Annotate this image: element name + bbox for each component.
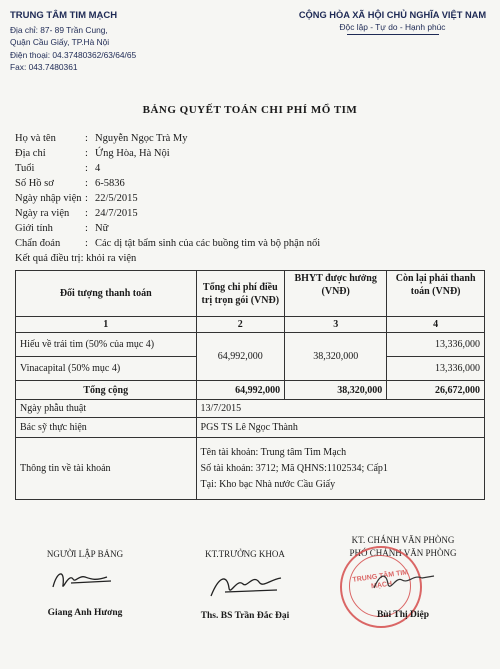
file-label: Số Hồ sơ (15, 178, 54, 189)
org-fax: Fax: 043.7480361 (10, 62, 78, 72)
name-label: Họ và tên (15, 133, 56, 144)
org-address-line1: Địa chỉ: 87- 89 Trần Cung, (10, 24, 108, 35)
stamp-text: TRUNG TÂM TIM MẠCH (352, 569, 409, 591)
motto-underline (347, 34, 439, 35)
document-title: BẢNG QUYẾT TOÁN CHI PHÍ MỔ TIM (142, 104, 358, 116)
preparer-name: Giang Anh Hương (47, 608, 123, 618)
age-label: Tuổi (15, 163, 35, 174)
payer-name: Hiếu về trái tim (50% của mục 4) (16, 333, 197, 357)
treatment-result-row (15, 251, 320, 266)
patient-gender: Nữ (95, 223, 109, 234)
discharge-date: 24/7/2015 (95, 208, 138, 219)
insurance-cell: 38,320,000 (285, 333, 387, 381)
nation-name: CỘNG HÒA XÃ HỘI CHỦ NGHĨA VIỆT NAM (298, 10, 487, 20)
payer-row-1 (16, 333, 485, 357)
nation-motto: Độc lập - Tự do - Hạnh phúc (339, 22, 446, 32)
payer-remaining: 13,336,000 (387, 357, 485, 381)
org-address-line2: Quận Cầu Giấy, TP.Hà Nội (10, 37, 110, 47)
head-signature (205, 568, 290, 604)
head-name: Ths. BS Trần Đắc Đại (200, 611, 290, 621)
office-title-2: PHÓ CHÁNH VĂN PHÒNG (349, 548, 457, 558)
account-name: Tên tài khoản: Trung tâm Tim Mạch (200, 446, 347, 458)
col-number-3: 3 (285, 317, 387, 333)
address-label: Địa chỉ (15, 148, 46, 159)
account-row (16, 438, 485, 500)
header-remaining: Còn lại phải thanh toán (VNĐ) (387, 271, 485, 317)
discharge-label: Ngày ra viện (15, 208, 70, 219)
admit-date-row: Ngày nhập viện : 22/5/2015 (15, 193, 138, 204)
preparer-title: NGƯỜI LẬP BẢNG (46, 549, 124, 559)
patient-address: Ứng Hòa, Hà Nội (95, 148, 170, 159)
col-number-4: 4 (387, 317, 485, 333)
discharge-date-row: Ngày ra viện : 24/7/2015 (15, 208, 138, 219)
col-number-2: 2 (196, 317, 285, 333)
office-title-1: KT. CHÁNH VĂN PHÒNG (351, 535, 455, 545)
preparer-signature (45, 565, 125, 595)
patient-age: 4 (95, 163, 101, 174)
national-header (290, 10, 495, 35)
surgery-date-label: Ngày phẫu thuật (16, 400, 197, 418)
header-insurance: BHYT được hưởng (VNĐ) (285, 271, 387, 317)
file-number: 6-5836 (95, 178, 125, 189)
admit-label: Ngày nhập viện (15, 193, 82, 204)
patient-age-row: Tuổi : 4 (15, 163, 101, 174)
surgery-date-row (16, 400, 485, 418)
header-total-cost: Tổng chi phí điều trị trọn gói (VNĐ) (196, 271, 285, 317)
account-details (196, 438, 484, 500)
column-number-row (16, 317, 485, 333)
total-label: Tổng cộng (16, 381, 197, 400)
payer-remaining: 13,336,000 (387, 333, 485, 357)
account-label: Thông tin về tài khoản (16, 438, 197, 500)
account-number: Số tài khoản: 3712; Mã QHNS:1102534; Cấp1 (200, 462, 388, 474)
payer-name: Vinacapital (50% mục 4) (16, 357, 197, 381)
patient-info (15, 131, 320, 266)
head-title: KT.TRƯỞNG KHOA (205, 549, 285, 559)
office-name: Bùi Thị Diệp (376, 610, 430, 620)
doctor-label: Bác sỹ thực hiện (16, 418, 197, 438)
account-bank: Tại: Kho bạc Nhà nước Cầu Giấy (200, 478, 336, 490)
treatment-result: Kết quả điều trị: khỏi ra viện (15, 253, 137, 264)
total-cost: 64,992,000 (196, 381, 285, 400)
doctor-row (16, 418, 485, 438)
gender-label: Giới tính (15, 223, 53, 234)
patient-name: Nguyễn Ngọc Trà My (95, 133, 188, 144)
org-phone: Điện thoại: 04.37480362/63/64/65 (10, 49, 137, 60)
surgery-date: 13/7/2015 (196, 400, 484, 418)
office-signature (370, 566, 440, 596)
diagnosis: Các dị tật bẩm sinh của các buồng tim và bộ phận nối (95, 238, 321, 249)
patient-name-row: Họ và tên : Nguyễn Ngọc Trà My (15, 133, 188, 144)
gender-row: Giới tính : Nữ (15, 223, 109, 234)
file-number-row: Số Hồ sơ : 6-5836 (15, 178, 125, 189)
header-payer: Đối tượng thanh toán (16, 271, 197, 317)
patient-address-row: Địa chỉ : Ứng Hòa, Hà Nội (15, 148, 170, 159)
org-header (10, 10, 136, 74)
diagnosis-label: Chẩn đoán (15, 238, 61, 249)
org-name: TRUNG TÂM TIM MẠCH (10, 10, 118, 21)
admit-date: 22/5/2015 (95, 193, 138, 204)
total-row (16, 381, 485, 400)
total-cost-cell: 64,992,000 (196, 333, 285, 381)
total-insurance: 38,320,000 (285, 381, 387, 400)
settlement-table (15, 270, 485, 500)
doctor-name: PGS TS Lê Ngọc Thành (196, 418, 484, 438)
total-remaining: 26,672,000 (387, 381, 485, 400)
diagnosis-row: Chẩn đoán : Các dị tật bẩm sinh của các buồng tim và bộ phận nối (15, 238, 321, 249)
table-header-row (16, 271, 485, 317)
col-number-1: 1 (16, 317, 197, 333)
